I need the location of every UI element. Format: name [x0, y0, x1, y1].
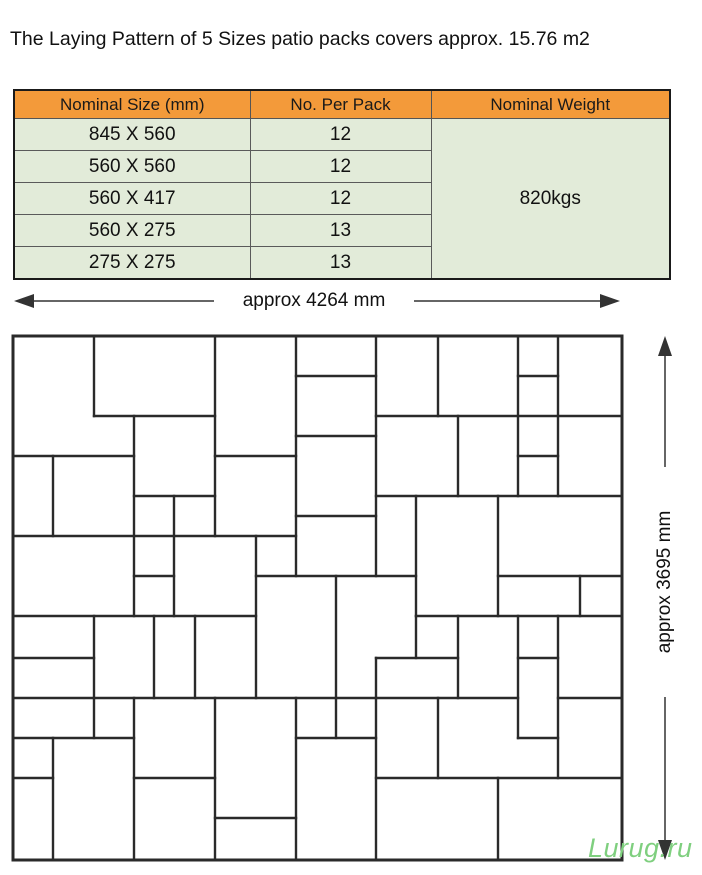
size-cell: 560 X 417 — [14, 183, 250, 215]
arrow-left-icon — [14, 294, 34, 308]
height-dimension-label: approx 3695 mm — [653, 467, 677, 697]
header-nominal-weight: Nominal Weight — [431, 90, 670, 119]
size-cell: 560 X 560 — [14, 151, 250, 183]
header-nominal-size: Nominal Size (mm) — [14, 90, 250, 119]
width-dimension-label: approx 4264 mm — [214, 289, 414, 313]
size-cell: 275 X 275 — [14, 247, 250, 280]
page-title: The Laying Pattern of 5 Sizes patio packs covers approx. 15.76 m2 — [10, 28, 590, 50]
arrow-right-icon — [600, 294, 620, 308]
size-cell: 845 X 560 — [14, 119, 250, 151]
laying-pattern — [13, 336, 622, 860]
count-cell: 12 — [250, 183, 431, 215]
count-cell: 12 — [250, 151, 431, 183]
count-cell: 12 — [250, 119, 431, 151]
watermark: Lurug.ru — [588, 833, 693, 863]
count-cell: 13 — [250, 247, 431, 280]
size-cell: 560 X 275 — [14, 215, 250, 247]
weight-cell: 820kgs — [431, 119, 670, 280]
count-cell: 13 — [250, 215, 431, 247]
arrow-up-icon — [658, 336, 672, 356]
header-per-pack: No. Per Pack — [250, 90, 431, 119]
